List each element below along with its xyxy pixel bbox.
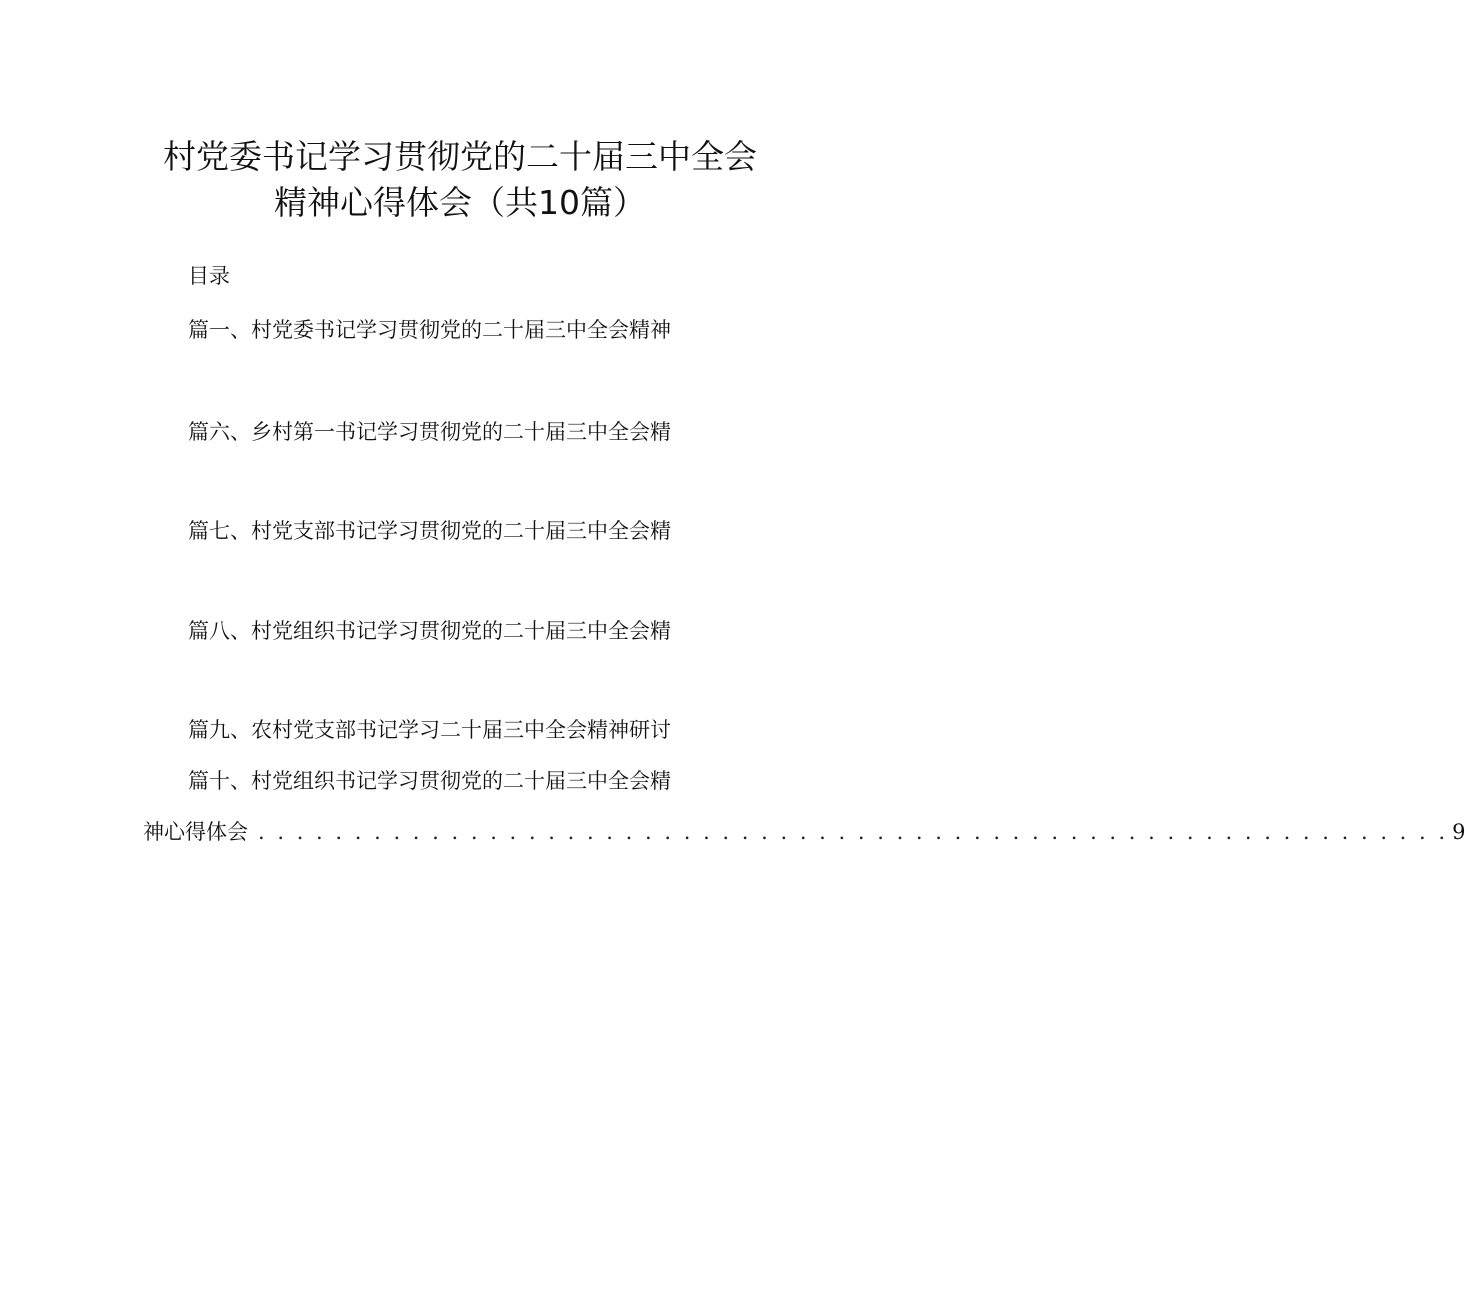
- document-title: [0, 134, 920, 226]
- toc-entry-10[interactable]: 篇十、村党组织书记学习贯彻党的二十届三中全会精: [188, 769, 671, 793]
- document-title-line-2: 精神心得体会（共10篇）: [274, 183, 646, 222]
- document-title-line-1: 村党委书记学习贯彻党的二十届三中全会: [163, 137, 757, 176]
- toc-entry-10-continuation[interactable]: [143, 818, 1465, 846]
- toc-heading: 目录: [188, 264, 230, 288]
- toc-entry-8[interactable]: 篇八、村党组织书记学习贯彻党的二十届三中全会精: [188, 619, 671, 643]
- toc-entry-9[interactable]: 篇九、农村党支部书记学习二十届三中全会精神研讨: [188, 718, 671, 742]
- toc-entry-10-continuation-text: 神心得体会: [143, 820, 248, 844]
- toc-entry-6[interactable]: 篇六、乡村第一书记学习贯彻党的二十届三中全会精: [188, 420, 671, 444]
- toc-entry-1[interactable]: 篇一、村党委书记学习贯彻党的二十届三中全会精神: [188, 318, 671, 342]
- toc-page-number: 9: [1452, 820, 1465, 844]
- toc-entry-7[interactable]: 篇七、村党支部书记学习贯彻党的二十届三中全会精: [188, 519, 671, 543]
- toc-leader-dots: . . . . . . . . . . . . . . . . . . . . . . . . . . . . . . . . . . . . . . . . . . . . . . . . . . . . . . . . . . . . . .: [258, 820, 1449, 844]
